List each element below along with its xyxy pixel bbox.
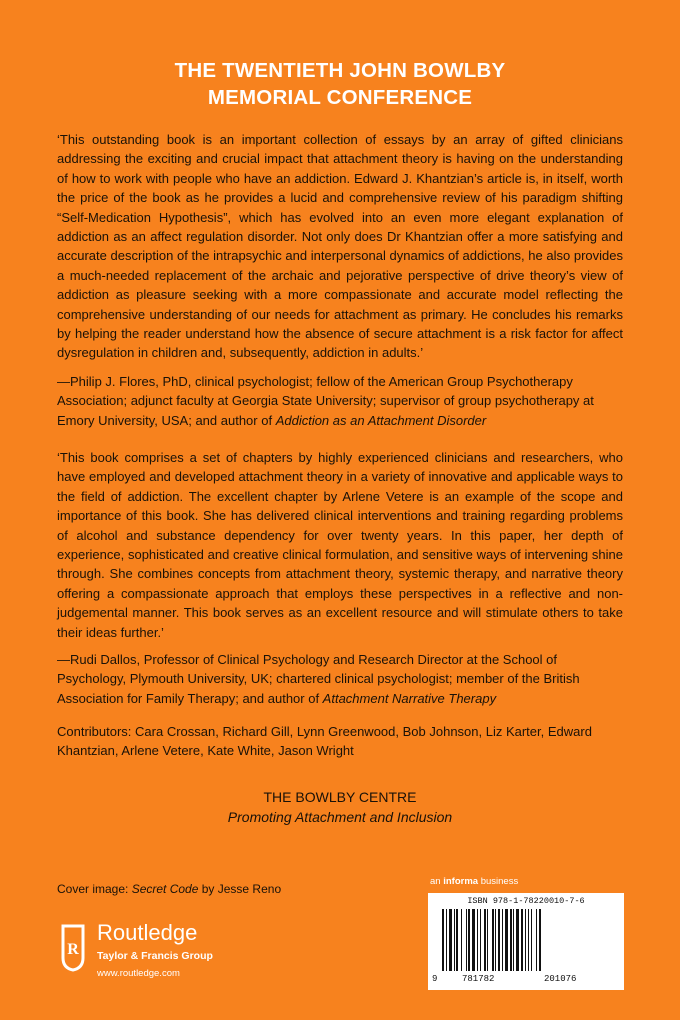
barcode-bar xyxy=(477,909,478,971)
cover-credit xyxy=(57,882,281,896)
barcode-bar xyxy=(484,909,486,971)
barcode-group-2: 201076 xyxy=(544,974,577,984)
barcode-bar xyxy=(498,909,500,971)
centre-tagline: Promoting Attachment and Inclusion xyxy=(227,809,453,825)
contributors-list: Contributors: Cara Crossan, Richard Gill, Lynn Greenwood, Bob Johnson, Liz Karter, Edward Khantzian, Arlene Vetere, Kate White, Jason Wright xyxy=(57,724,592,759)
barcode-bar xyxy=(513,909,514,971)
barcode-bar xyxy=(472,909,475,971)
barcode-bar xyxy=(480,909,481,971)
barcode-bar xyxy=(516,909,519,971)
title-line-1: THE TWENTIETH JOHN BOWLBY xyxy=(174,59,506,82)
barcode-group-1: 781782 xyxy=(462,974,495,984)
barcode-bar xyxy=(461,909,462,971)
attribution-text-2: —Rudi Dallos, Professor of Clinical Psychology and Research Director at the School of Psychology, Plymouth University, UK; chartered clinical psychologist; member of the British Association for Family Therapy; and author of xyxy=(57,652,580,706)
barcode-bar xyxy=(487,909,488,971)
attribution-text-1: —Philip J. Flores, PhD, clinical psychologist; fellow of the American Group Psychotherapy Association; adjunct faculty at Georgia State University; supervisor of group psychotherapy at Emory University, USA; and author of xyxy=(57,374,594,428)
barcode-bar xyxy=(492,909,494,971)
barcode-bar xyxy=(466,909,467,971)
review-attribution-1 xyxy=(57,372,623,430)
barcode-bar xyxy=(456,909,458,971)
barcode-bar xyxy=(468,909,470,971)
attribution-book-2: Attachment Narrative Therapy xyxy=(322,690,497,706)
barcode-bar xyxy=(536,909,537,971)
barcode-bar xyxy=(502,909,503,971)
publisher-name: Routledge xyxy=(97,920,198,945)
isbn-label: ISBN 978-1-78220010-7-6 xyxy=(467,896,585,906)
publisher-url: www.routledge.com xyxy=(97,968,180,979)
informa-brand: informa xyxy=(443,876,479,887)
barcode-bar xyxy=(539,909,541,971)
barcode-bar xyxy=(510,909,512,971)
cover-title: Secret Code xyxy=(131,882,199,896)
publisher-group: Taylor & Francis Group xyxy=(97,950,213,962)
barcode-bar xyxy=(454,909,455,971)
bowlby-centre xyxy=(0,787,680,827)
svg-text:R: R xyxy=(67,941,79,958)
title-line-2: MEMORIAL CONFERENCE xyxy=(207,86,473,109)
informa-suffix: business xyxy=(478,876,519,887)
review-attribution-2 xyxy=(57,650,623,708)
barcode-bar xyxy=(442,909,444,971)
barcode-bar xyxy=(446,909,447,971)
barcode-bar xyxy=(505,909,508,971)
cover-suffix: by Jesse Reno xyxy=(198,882,282,896)
barcode-bar xyxy=(521,909,523,971)
barcode-bar xyxy=(495,909,496,971)
informa-prefix: an xyxy=(430,876,444,887)
barcode-digit-first: 9 xyxy=(432,974,438,984)
book-title xyxy=(0,57,680,111)
barcode-bar xyxy=(531,909,532,971)
cover-prefix: Cover image: xyxy=(57,882,132,896)
barcode-bar xyxy=(449,909,452,971)
attribution-book-1: Addiction as an Attachment Disorder xyxy=(275,412,487,428)
barcode-bar xyxy=(528,909,529,971)
barcode-bars xyxy=(442,909,614,971)
review-quote-1: ‘This outstanding book is an important collection of essays by an array of gifted clinicians addressing the exciting and crucial impact that attachment theory is having on the understanding of how to work with people who have an addiction. Edward J. Khantzian’s article is, in itself, worth the price of the book as he provides a lucid and comprehensive review of his paradigm shifting “Self-Medication Hypothesis”, which has evolved into an even more elegant explanation of addiction as an affect regulation disorder. Not only does Dr Khantzian offer a more satisfying and accurate description of the intrapsychic and interpersonal dynamics of addictions, he also provides a much-needed replacement of the archaic and pejorative perspective of drive theory’s view of addiction as pleasure seeking with a more compassionate and accurate model reflecting the comprehensive understanding of our needs for attachment as primary. He concludes his remarks by helping the reader understand how the absence of secure attachment is a risk factor for affect dysregulation in children and, subsequently, addiction in adults.’ xyxy=(57,132,623,361)
barcode xyxy=(428,893,624,990)
review-quote-2: ‘This book comprises a set of chapters by highly experienced clinicians and researchers, who have employed and developed attachment theory in a variety of innovative and applicable ways to the field of addiction. The excellent chapter by Arlene Vetere is an example of the scope and importance of this book. She has delivered clinical interventions and training regarding problems of alcohol and substance dependency for over twenty years. In this paper, her depth of experience, sophisticated and creative clinical formulation, and sensitive ways of intervening shine through. She combines concepts from attachment theory, systemic therapy, and narrative theory offering a compassionate approach that employs these perspectives in a reflective and non-judgemental manner. This book serves as an excellent resource and will stimulate others to take their ideas further.’ xyxy=(57,450,623,640)
routledge-mark-icon xyxy=(57,922,89,974)
barcode-bar xyxy=(525,909,526,971)
informa-business xyxy=(430,876,518,887)
centre-name: THE BOWLBY CENTRE xyxy=(263,789,417,805)
